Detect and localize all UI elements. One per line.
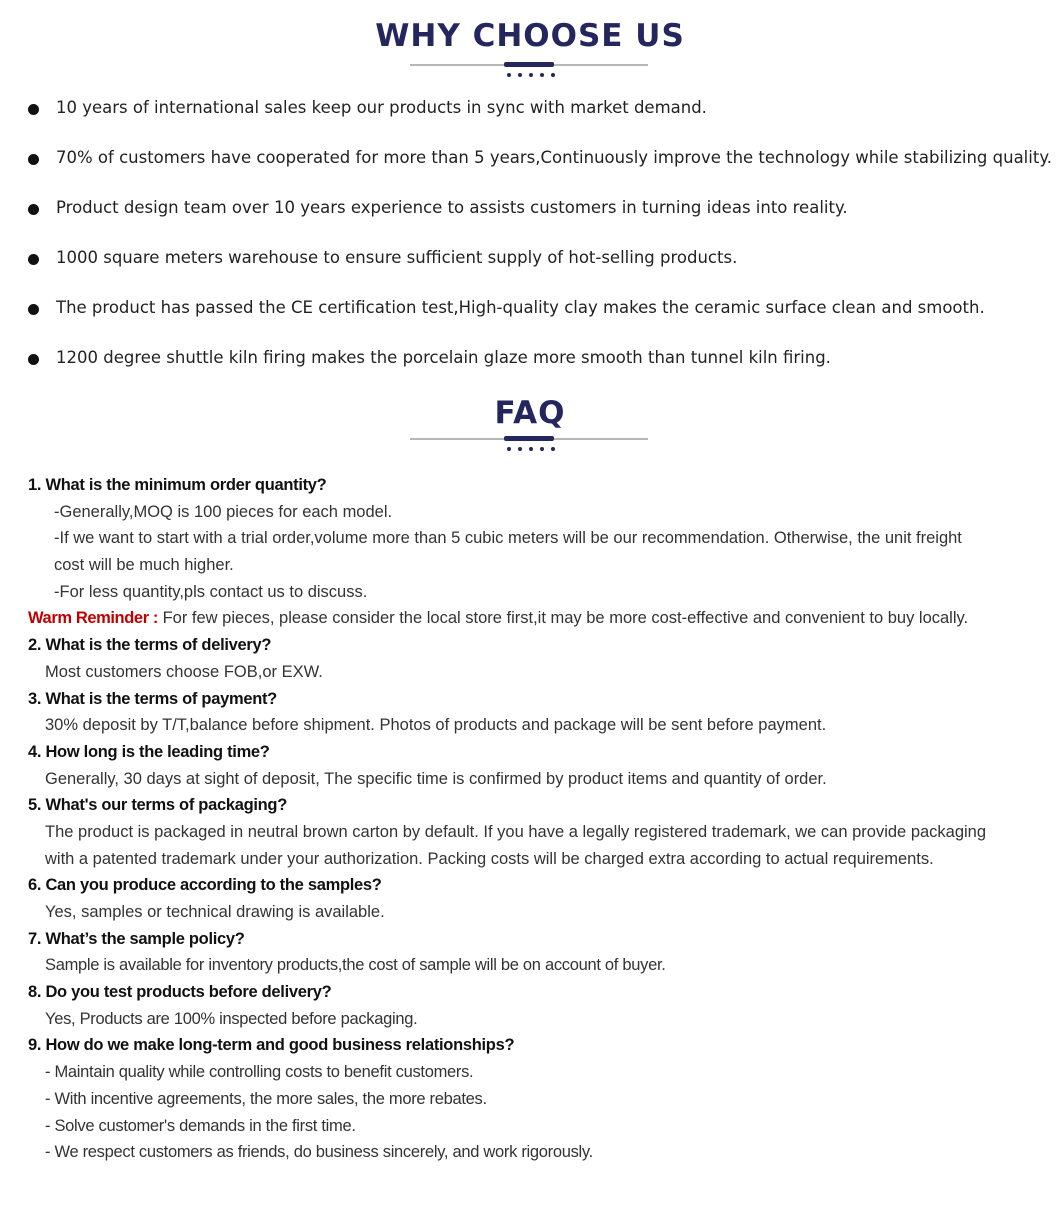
list-item-text: 10 years of international sales keep our products in sync with market demand. <box>56 98 707 117</box>
list-item <box>28 248 1058 298</box>
faq-question: 8. Do you test products before delivery? <box>28 983 332 1002</box>
faq-answer: Yes, samples or technical drawing is available. <box>45 903 385 921</box>
faq-question: 9. How do we make long-term and good business relationships? <box>28 1036 515 1055</box>
list-item-text: 1200 degree shuttle kiln firing makes the porcelain glaze more smooth than tunnel kiln firing. <box>56 348 831 367</box>
divider-accent-bar <box>504 436 554 441</box>
list-item-text: 1000 square meters warehouse to ensure sufficient supply of hot-selling products. <box>56 248 738 267</box>
faq-answer: Yes, Products are 100% inspected before packaging. <box>45 1009 418 1028</box>
faq-answer: -Generally,MOQ is 100 pieces for each model. <box>54 502 393 521</box>
faq-answer: -If we want to start with a trial order,volume more than 5 cubic meters will be our recommendation. Otherwise, the unit freight <box>54 529 962 548</box>
bullet-icon <box>28 154 39 165</box>
faq-question: 6. Can you produce according to the samples? <box>28 876 382 895</box>
faq-answer: - We respect customers as friends, do business sincerely, and work rigorously. <box>45 1143 593 1162</box>
divider-dots <box>507 447 555 451</box>
warm-reminder-text: For few pieces, please consider the local store first,it may be more cost-effective and convenient to buy locally. <box>158 609 969 628</box>
faq-answer: -For less quantity,pls contact us to discuss. <box>54 582 368 601</box>
faq-question: 1. What is the minimum order quantity? <box>28 476 327 494</box>
faq-question: 5. What's our terms of packaging? <box>28 796 287 815</box>
why-choose-us-title: WHY CHOOSE US <box>375 18 685 54</box>
warm-reminder <box>28 605 1048 632</box>
faq-question: 4. How long is the leading time? <box>28 742 270 761</box>
title-divider <box>410 64 648 66</box>
list-item <box>28 198 1058 248</box>
list-item <box>28 348 1058 398</box>
faq-answer: - Solve customer's demands in the first time. <box>45 1116 356 1135</box>
bullet-icon <box>28 204 39 215</box>
faq-answer: The product is packaged in neutral brown carton by default. If you have a legally registered trademark, we can provide packaging <box>45 822 987 841</box>
faq-answer: 30% deposit by T/T,balance before shipment. Photos of products and package will be sent before payment. <box>45 716 827 735</box>
faq-list <box>28 472 1048 1166</box>
faq-answer: Generally, 30 days at sight of deposit, The specific time is confirmed by product items and quantity of order. <box>45 769 827 788</box>
why-choose-us-list <box>28 98 1058 398</box>
divider-dots <box>507 73 555 77</box>
faq-answer: - With incentive agreements, the more sales, the more rebates. <box>45 1089 487 1108</box>
bullet-icon <box>28 304 39 315</box>
bullet-icon <box>28 254 39 265</box>
faq-answer: - Maintain quality while controlling costs to benefit customers. <box>45 1063 474 1082</box>
faq-question: 2. What is the terms of delivery? <box>28 636 272 655</box>
list-item <box>28 98 1058 148</box>
faq-title: FAQ <box>494 395 566 431</box>
list-item <box>28 148 1058 198</box>
list-item-text: The product has passed the CE certification test,High-quality clay makes the ceramic surface clean and smooth. <box>56 298 985 317</box>
faq-question: 3. What is the terms of payment? <box>28 689 277 708</box>
faq-answer: cost will be much higher. <box>54 556 234 575</box>
faq-answer: Most customers choose FOB,or EXW. <box>45 662 323 681</box>
bullet-icon <box>28 104 39 115</box>
faq-answer: with a patented trademark under your authorization. Packing costs will be charged extra according to actual requirements. <box>45 849 934 868</box>
faq-question: 7. What’s the sample policy? <box>28 929 245 948</box>
list-item-text: Product design team over 10 years experience to assists customers in turning ideas into reality. <box>56 198 848 217</box>
list-item-text: 70% of customers have cooperated for more than 5 years,Continuously improve the technology while stabilizing quality. <box>56 148 1052 167</box>
warm-reminder-label: Warm Reminder : <box>28 609 158 628</box>
title-divider <box>410 438 648 440</box>
list-item <box>28 298 1058 348</box>
divider-accent-bar <box>504 62 554 67</box>
bullet-icon <box>28 354 39 365</box>
faq-answer: Sample is available for inventory products,the cost of sample will be on account of buyer. <box>45 956 666 975</box>
